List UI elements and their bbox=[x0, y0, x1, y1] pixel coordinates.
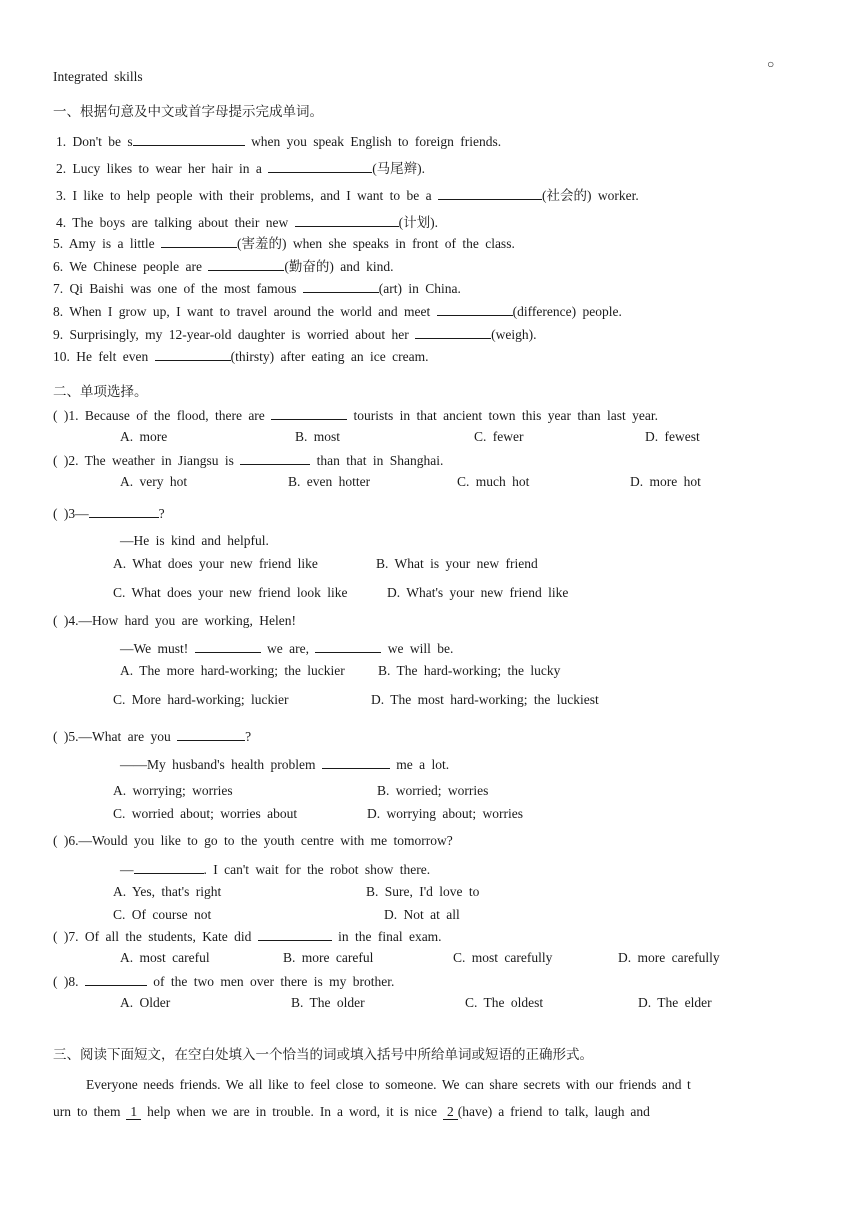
q7-option-a[interactable]: A. most careful bbox=[120, 950, 210, 965]
q5-option-d[interactable]: D. worrying about; worries bbox=[367, 806, 523, 821]
blank[interactable] bbox=[155, 348, 231, 361]
q1-option-a[interactable]: A. more bbox=[120, 429, 168, 444]
s1-item-7: 7. Qi Baishi was one of the most famous (art) in China. bbox=[53, 281, 461, 296]
answer-paren[interactable]: ( ) bbox=[53, 729, 69, 744]
blank[interactable] bbox=[161, 235, 237, 248]
blank[interactable] bbox=[85, 973, 147, 986]
s1-item-1: 1. Don't be s when you speak English to foreign friends. bbox=[56, 134, 502, 149]
q3-stem: ( )3— ? bbox=[53, 506, 165, 521]
blank-1[interactable]: 1 bbox=[126, 1104, 141, 1120]
blank[interactable] bbox=[89, 505, 159, 518]
corner-mark: ○ bbox=[767, 57, 775, 71]
q1-stem: ( )1. Because of the flood, there are tourists in that ancient town this year than last year. bbox=[53, 408, 658, 423]
q6-stem: ( )6.—Would you like to go to the youth centre with me tomorrow? bbox=[53, 833, 453, 848]
answer-paren[interactable]: ( ) bbox=[53, 506, 69, 521]
blank[interactable] bbox=[134, 861, 204, 874]
q1-option-b[interactable]: B. most bbox=[295, 429, 341, 444]
passage-line-1: Everyone needs friends. We all like to feel close to someone. We can share secrets with our friends and t bbox=[86, 1077, 691, 1092]
q2-option-b[interactable]: B. even hotter bbox=[288, 474, 371, 489]
q4-stem: ( )4.—How hard you are working, Helen! bbox=[53, 613, 296, 628]
q5-option-a[interactable]: A. worrying; worries bbox=[113, 783, 233, 798]
q7-stem: ( )7. Of all the students, Kate did in the final exam. bbox=[53, 929, 442, 944]
q2-option-a[interactable]: A. very hot bbox=[120, 474, 188, 489]
q5-option-b[interactable]: B. worried; worries bbox=[377, 783, 489, 798]
blank-2[interactable]: 2 bbox=[443, 1104, 458, 1120]
blank[interactable] bbox=[295, 214, 399, 227]
s1-item-4: 4. The boys are talking about their new (计划). bbox=[56, 215, 438, 230]
q8-option-d[interactable]: D. The elder bbox=[638, 995, 712, 1010]
q2-option-d[interactable]: D. more hot bbox=[630, 474, 701, 489]
q5-response: ——My husband's health problem me a lot. bbox=[120, 757, 450, 772]
q3-option-c[interactable]: C. What does your new friend look like bbox=[113, 585, 348, 600]
blank[interactable] bbox=[195, 640, 261, 653]
q4-option-c[interactable]: C. More hard-working; luckier bbox=[113, 692, 289, 707]
blank[interactable] bbox=[438, 187, 542, 200]
q4-response: —We must! we are, we will be. bbox=[120, 641, 454, 656]
blank[interactable] bbox=[303, 280, 379, 293]
q2-stem: ( )2. The weather in Jiangsu is than that in Shanghai. bbox=[53, 453, 444, 468]
q3-option-d[interactable]: D. What's your new friend like bbox=[387, 585, 569, 600]
q1-option-d[interactable]: D. fewest bbox=[645, 429, 700, 444]
blank[interactable] bbox=[258, 928, 332, 941]
q2-option-c[interactable]: C. much hot bbox=[457, 474, 530, 489]
blank[interactable] bbox=[133, 133, 245, 146]
q5-stem: ( )5.—What are you ? bbox=[53, 729, 252, 744]
blank[interactable] bbox=[268, 160, 372, 173]
s1-item-9: 9. Surprisingly, my 12-year-old daughter is worried about her (weigh). bbox=[53, 327, 537, 342]
answer-paren[interactable]: ( ) bbox=[53, 929, 69, 944]
q3-option-a[interactable]: A. What does your new friend like bbox=[113, 556, 318, 571]
q8-option-a[interactable]: A. Older bbox=[120, 995, 171, 1010]
answer-paren[interactable]: ( ) bbox=[53, 974, 69, 989]
page-title: Integrated skills bbox=[53, 69, 143, 84]
section2-heading: 二、单项选择。 bbox=[53, 384, 148, 399]
blank[interactable] bbox=[437, 303, 513, 316]
q7-option-b[interactable]: B. more careful bbox=[283, 950, 374, 965]
s1-item-6: 6. We Chinese people are (勤奋的) and kind. bbox=[53, 259, 394, 274]
answer-paren[interactable]: ( ) bbox=[53, 408, 69, 423]
q4-option-b[interactable]: B. The hard-working; the lucky bbox=[378, 663, 561, 678]
q6-option-b[interactable]: B. Sure, I'd love to bbox=[366, 884, 480, 899]
q7-option-d[interactable]: D. more carefully bbox=[618, 950, 720, 965]
q8-stem: ( )8. of the two men over there is my brother. bbox=[53, 974, 395, 989]
s1-item-5: 5. Amy is a little (害羞的) when she speaks in front of the class. bbox=[53, 236, 515, 251]
blank[interactable] bbox=[271, 407, 347, 420]
s1-item-10: 10. He felt even (thirsty) after eating an ice cream. bbox=[53, 349, 429, 364]
passage-line-2: urn to them 1 help when we are in trouble. In a word, it is nice 2 (have) a friend to talk, laugh and bbox=[53, 1104, 650, 1119]
q6-option-a[interactable]: A. Yes, that's right bbox=[113, 884, 222, 899]
q8-option-c[interactable]: C. The oldest bbox=[465, 995, 544, 1010]
blank[interactable] bbox=[322, 756, 390, 769]
q1-option-c[interactable]: C. fewer bbox=[474, 429, 524, 444]
q4-option-a[interactable]: A. The more hard-working; the luckier bbox=[120, 663, 345, 678]
blank[interactable] bbox=[177, 728, 245, 741]
section3-heading: 三、阅读下面短文，在空白处填入一个恰当的词或填入括号中所给单词或短语的正确形式。 bbox=[53, 1047, 593, 1062]
s1-item-3: 3. I like to help people with their problems, and I want to be a (社会的) worker. bbox=[56, 188, 639, 203]
answer-paren[interactable]: ( ) bbox=[53, 453, 69, 468]
s1-item-8: 8. When I grow up, I want to travel around the world and meet (difference) people. bbox=[53, 304, 622, 319]
blank[interactable] bbox=[415, 326, 491, 339]
q3-response: —He is kind and helpful. bbox=[120, 533, 269, 548]
q6-option-d[interactable]: D. Not at all bbox=[384, 907, 460, 922]
blank[interactable] bbox=[240, 452, 310, 465]
q3-option-b[interactable]: B. What is your new friend bbox=[376, 556, 538, 571]
answer-paren[interactable]: ( ) bbox=[53, 613, 69, 628]
q4-option-d[interactable]: D. The most hard-working; the luckiest bbox=[371, 692, 599, 707]
answer-paren[interactable]: ( ) bbox=[53, 833, 69, 848]
q5-option-c[interactable]: C. worried about; worries about bbox=[113, 806, 298, 821]
q8-option-b[interactable]: B. The older bbox=[291, 995, 365, 1010]
section1-heading: 一、根据句意及中文或首字母提示完成单词。 bbox=[53, 104, 323, 119]
blank[interactable] bbox=[315, 640, 381, 653]
s1-item-2: 2. Lucy likes to wear her hair in a (马尾辫). bbox=[56, 161, 426, 176]
blank[interactable] bbox=[208, 258, 284, 271]
q7-option-c[interactable]: C. most carefully bbox=[453, 950, 553, 965]
q6-option-c[interactable]: C. Of course not bbox=[113, 907, 212, 922]
q6-response: — . I can't wait for the robot show there. bbox=[120, 862, 431, 877]
